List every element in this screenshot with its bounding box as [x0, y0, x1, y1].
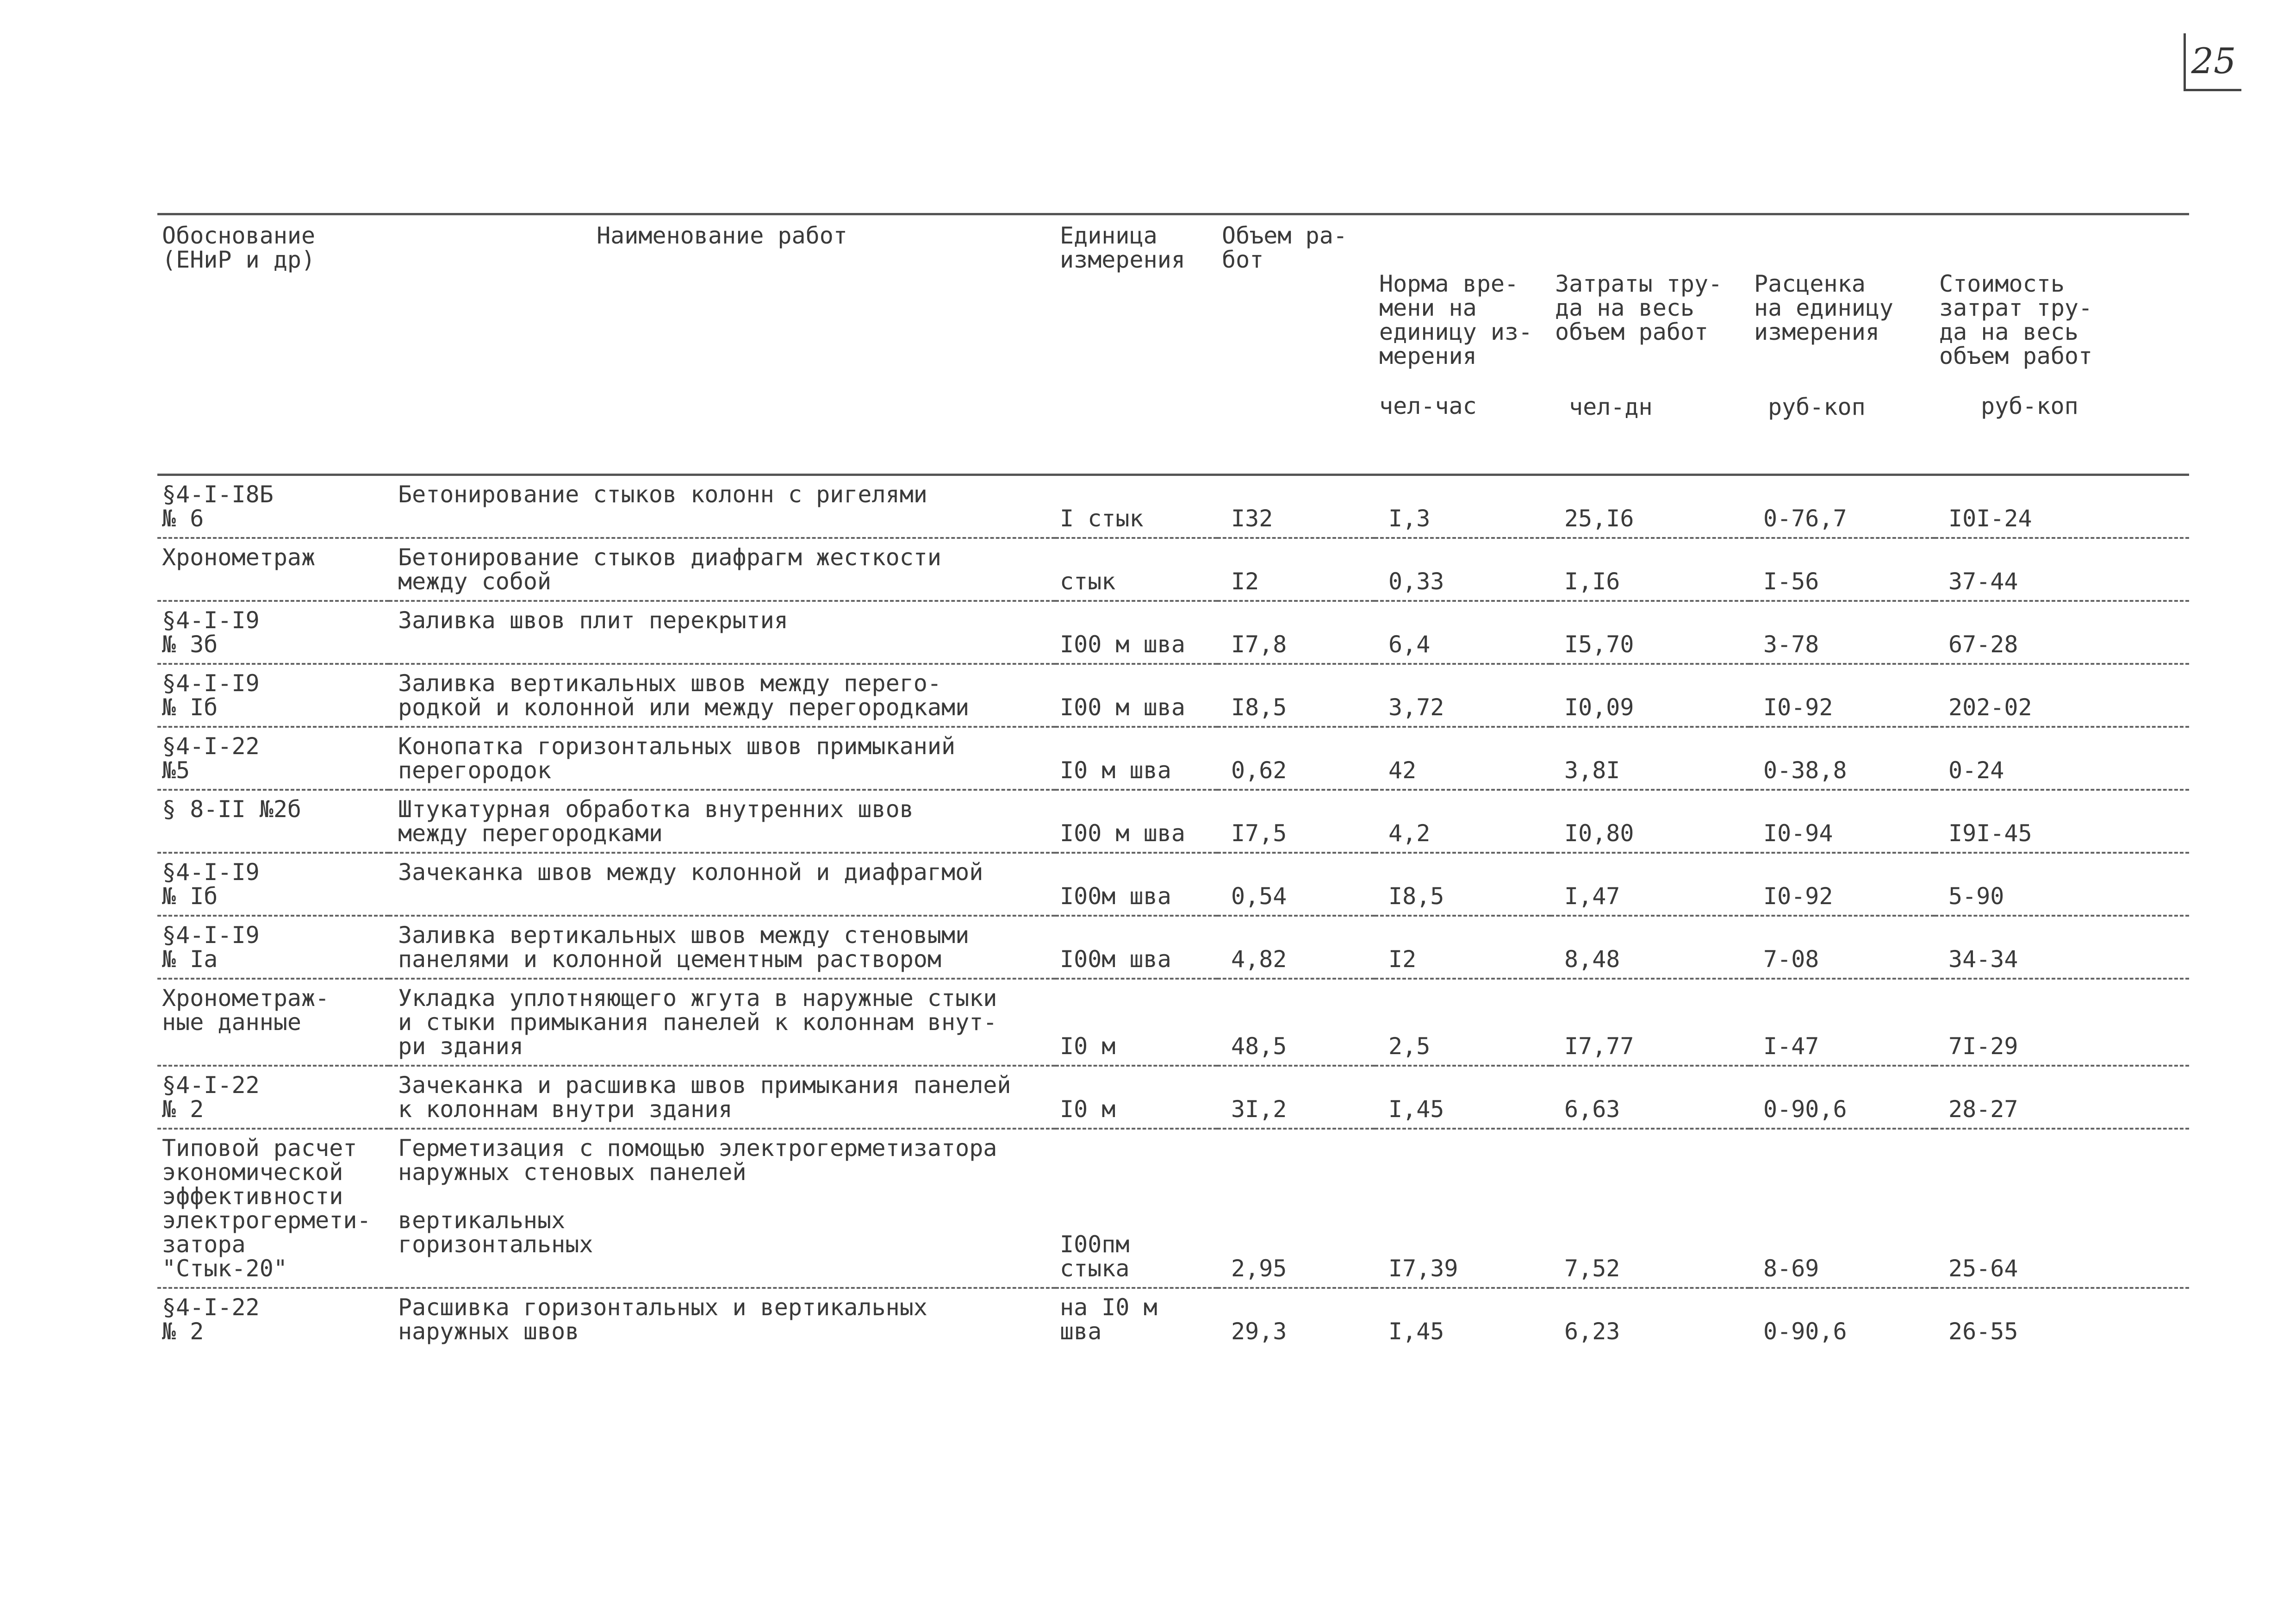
table-row: [157, 790, 2189, 853]
header-cost: [1935, 214, 2189, 475]
header-row: [157, 214, 2189, 475]
cell-basis: §4-I-22 №5: [162, 733, 260, 784]
cell-rate: I0-92: [1763, 883, 1833, 910]
header-norm-label: Норма вре- мени на единицу из- мерения: [1379, 270, 1533, 369]
cell-labor: I0,09: [1564, 694, 1634, 721]
cell-cost: 25-64: [1948, 1255, 2018, 1282]
cell-basis: §4-I-I9 № Iа: [162, 922, 260, 973]
cell-volume: 0,62: [1231, 757, 1287, 784]
header-rate-label: Расценка на единицу измерения: [1754, 270, 1894, 345]
cell-cost: I9I-45: [1948, 820, 2032, 847]
cell-norm: 42: [1388, 757, 1417, 784]
cell-work-name: Зачеканка швов между колонной и диафрагмой: [398, 859, 983, 886]
header-labor-unit: чел-дн: [1569, 394, 1653, 420]
cell-volume: I7,5: [1231, 820, 1287, 847]
cell-cost: 34-34: [1948, 946, 2018, 973]
cell-basis: §4-I-I9 № Iб: [162, 859, 260, 910]
cell-work-name: Заливка вертикальных швов между стеновыми панелями и колонной цементным раствором: [398, 922, 970, 973]
header-basis: Обоснование (ЕНиР и др): [157, 214, 389, 475]
table-row: [157, 475, 2189, 538]
cell-norm: I2: [1388, 946, 1417, 973]
header-unit: Единица измерения: [1055, 214, 1217, 475]
cell-rate: I0-94: [1763, 820, 1833, 847]
header-labor: [1550, 214, 1749, 475]
cell-cost: 7I-29: [1948, 1033, 2018, 1060]
cell-norm: 6,4: [1388, 631, 1431, 658]
table-row: [157, 853, 2189, 916]
header-norm-unit: чел-час: [1379, 393, 1477, 419]
cell-unit: стык: [1060, 568, 1116, 595]
cell-norm: I7,39: [1388, 1255, 1458, 1282]
cell-unit: I0 м шва: [1060, 757, 1171, 784]
cell-unit: I стык: [1060, 505, 1144, 532]
cell-labor: 6,23: [1564, 1318, 1620, 1345]
cell-volume: 4,82: [1231, 946, 1287, 973]
cell-basis: §4-I-22 № 2: [162, 1294, 260, 1345]
cell-unit: I0 м: [1060, 1096, 1116, 1123]
cell-norm: I8,5: [1388, 883, 1444, 910]
cell-volume: I7,8: [1231, 631, 1287, 658]
cell-volume: I32: [1231, 505, 1273, 532]
cell-volume: I2: [1231, 568, 1259, 595]
cell-norm: 3,72: [1388, 694, 1444, 721]
cell-basis: §4-I-I8Б № 6: [162, 481, 274, 532]
header-cost-label: Стоимость затрат тру- да на весь объем работ: [1939, 270, 2093, 369]
cell-basis: § 8-II №2б: [162, 796, 302, 823]
cell-unit: I00 м шва: [1060, 694, 1185, 721]
table-row: [157, 727, 2189, 790]
cell-rate: 3-78: [1763, 631, 1819, 658]
cell-cost: 28-27: [1948, 1096, 2018, 1123]
cell-work-name: Заливка швов плит перекрытия: [398, 607, 788, 634]
cell-work-name: Расшивка горизонтальных и вертикальных наружных швов: [398, 1294, 927, 1345]
cell-cost: I0I-24: [1948, 505, 2032, 532]
cell-norm: I,45: [1388, 1318, 1444, 1345]
cell-volume: I8,5: [1231, 694, 1287, 721]
cell-labor: 8,48: [1564, 946, 1620, 973]
table-row: [157, 1066, 2189, 1129]
cell-basis: Хронометраж: [162, 544, 316, 571]
cell-work-name: Заливка вертикальных швов между перего- родкой и колонной или между перегородками: [398, 670, 970, 721]
table-row: [157, 601, 2189, 664]
cell-volume: 0,54: [1231, 883, 1287, 910]
cell-rate: I-47: [1763, 1033, 1819, 1060]
cell-labor: I,I6: [1564, 568, 1620, 595]
cell-labor: I,47: [1564, 883, 1620, 910]
cell-rate: I-56: [1763, 568, 1819, 595]
cell-basis: §4-I-22 № 2: [162, 1072, 260, 1123]
table-row: [157, 916, 2189, 979]
cell-cost: 37-44: [1948, 568, 2018, 595]
cell-unit: на I0 м шва: [1060, 1294, 1157, 1345]
header-cost-unit: руб-коп: [1981, 393, 2078, 419]
table-body: [157, 475, 2189, 1350]
cell-work-name: Зачеканка и расшивка швов примыкания панелей к колоннам внутри здания: [398, 1072, 1011, 1123]
table-row: [157, 1288, 2189, 1350]
header-norm: [1375, 214, 1550, 475]
cell-labor: I0,80: [1564, 820, 1634, 847]
cell-rate: 0-90,6: [1763, 1318, 1847, 1345]
header-name: Наименование работ: [389, 214, 1055, 475]
cell-norm: 0,33: [1388, 568, 1444, 595]
cell-work-name: Конопатка горизонтальных швов примыканий перегородок: [398, 733, 956, 784]
cell-work-name: Герметизация с помощью электрогерметизатора наружных стеновых панелей вертикальных горизонтальных: [398, 1135, 997, 1258]
cell-rate: 0-76,7: [1763, 505, 1847, 532]
cell-rate: 0-38,8: [1763, 757, 1847, 784]
header-rate: [1749, 214, 1935, 475]
cell-volume: 48,5: [1231, 1033, 1287, 1060]
page-number: 25: [2184, 33, 2241, 91]
cell-basis: §4-I-I9 № Iб: [162, 670, 260, 721]
cell-work-name: Укладка уплотняющего жгута в наружные стыки и стыки примыкания панелей к колоннам внут- ри здания: [398, 985, 997, 1060]
cell-work-name: Штукатурная обработка внутренних швов между перегородками: [398, 796, 914, 847]
cell-cost: 26-55: [1948, 1318, 2018, 1345]
cell-cost: 202-02: [1948, 694, 2032, 721]
table-row: [157, 538, 2189, 601]
cell-norm: I,3: [1388, 505, 1431, 532]
cell-labor: I5,70: [1564, 631, 1634, 658]
table-row: [157, 1129, 2189, 1288]
cell-volume: 29,3: [1231, 1318, 1287, 1345]
cell-unit: I00м шва: [1060, 883, 1171, 910]
cell-labor: 25,I6: [1564, 505, 1634, 532]
header-volume: Объем ра- бот: [1217, 214, 1375, 475]
cell-norm: 4,2: [1388, 820, 1431, 847]
table-header: [157, 214, 2189, 475]
cell-basis: Типовой расчет экономической эффективности электрогермети- затора "Стык-20": [162, 1135, 371, 1282]
cell-labor: I7,77: [1564, 1033, 1634, 1060]
cell-cost: 5-90: [1948, 883, 2004, 910]
cell-rate: I0-92: [1763, 694, 1833, 721]
cell-work-name: Бетонирование стыков колонн с ригелями: [398, 481, 927, 508]
cell-labor: 6,63: [1564, 1096, 1620, 1123]
cell-cost: 0-24: [1948, 757, 2004, 784]
table-row: [157, 664, 2189, 727]
cell-cost: 67-28: [1948, 631, 2018, 658]
cell-unit: I00 м шва: [1060, 631, 1185, 658]
header-labor-label: Затраты тру- да на весь объем работ: [1555, 270, 1723, 345]
cell-basis: Хронометраж- ные данные: [162, 985, 330, 1036]
cell-volume: 2,95: [1231, 1255, 1287, 1282]
cell-basis: §4-I-I9 № 3б: [162, 607, 260, 658]
cell-rate: 0-90,6: [1763, 1096, 1847, 1123]
header-rate-unit: руб-коп: [1768, 394, 1866, 420]
work-cost-table: [157, 213, 2189, 1350]
cell-unit: I0 м: [1060, 1033, 1116, 1060]
table: [157, 213, 2189, 1350]
cell-norm: I,45: [1388, 1096, 1444, 1123]
cell-volume: 3I,2: [1231, 1096, 1287, 1123]
cell-norm: 2,5: [1388, 1033, 1431, 1060]
cell-unit: I00пм стыка: [1060, 1231, 1130, 1282]
cell-unit: I00м шва: [1060, 946, 1171, 973]
cell-rate: 8-69: [1763, 1255, 1819, 1282]
table-row: [157, 979, 2189, 1066]
cell-labor: 7,52: [1564, 1255, 1620, 1282]
cell-rate: 7-08: [1763, 946, 1819, 973]
cell-labor: 3,8I: [1564, 757, 1620, 784]
cell-work-name: Бетонирование стыков диафрагм жесткости между собой: [398, 544, 941, 595]
cell-unit: I00 м шва: [1060, 820, 1185, 847]
